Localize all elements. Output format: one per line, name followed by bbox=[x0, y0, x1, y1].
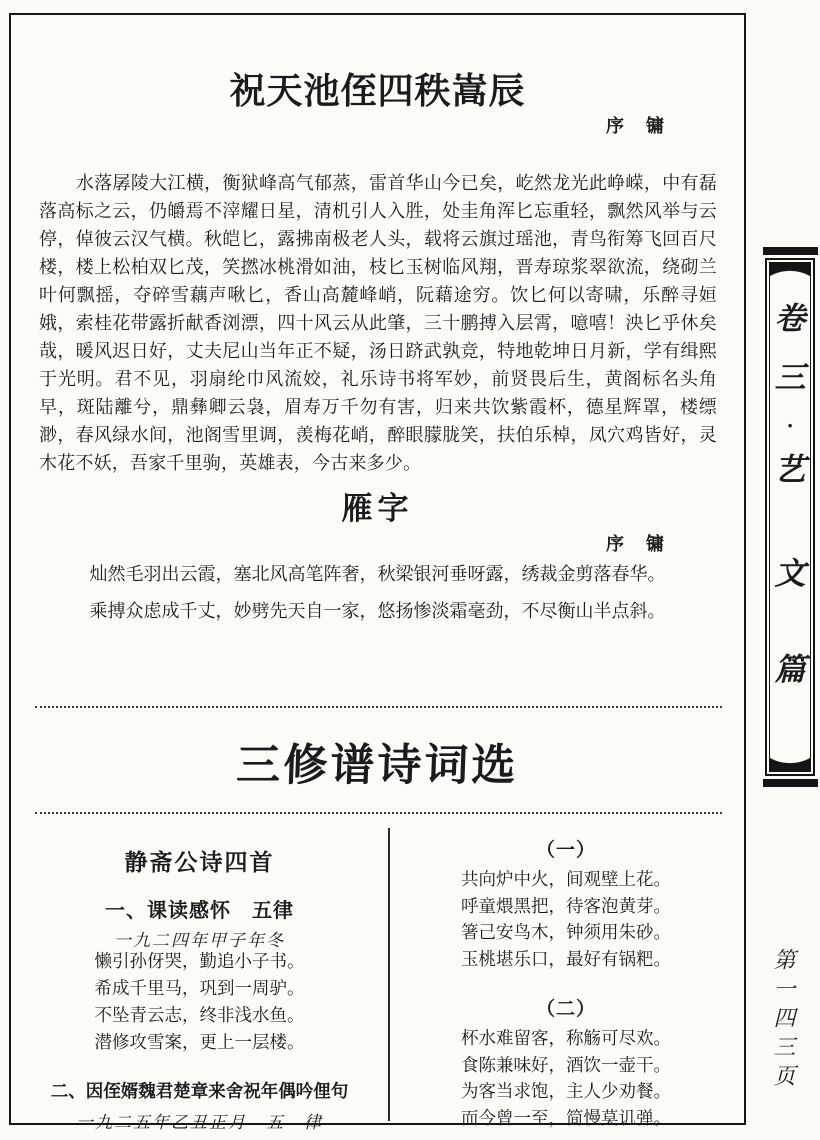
page-frame bbox=[9, 13, 746, 1132]
poem2-date: 一九二五年乙丑正月 五 律 bbox=[76, 1113, 323, 1132]
ornament-top-icon bbox=[770, 263, 810, 287]
poem-line: 共向炉中火，间观壁上花。 bbox=[461, 869, 671, 889]
poem-line: 不坠青云志，终非浅水鱼。 bbox=[94, 1005, 305, 1025]
poem-line: 希成千里马，巩到一周驴。 bbox=[94, 978, 305, 998]
poem-line: 呼童煨黑把，待客泡黄芽。 bbox=[461, 895, 671, 916]
poem1-date: 一九二四年甲子年冬 bbox=[114, 931, 285, 950]
poem-line: 玉桃堪乐口，最好有锅粑。 bbox=[461, 948, 671, 969]
article2-verse bbox=[11, 556, 744, 630]
section-title: 三修谱诗词选 bbox=[235, 741, 520, 790]
part1-label: （一） bbox=[535, 840, 596, 861]
poem-line: 杯水难留客，称觞可尽欢。 bbox=[461, 1028, 671, 1048]
sidebar-banner-border bbox=[769, 262, 811, 772]
sidebar-label-char: 文 bbox=[774, 556, 806, 591]
poem2-heading: 二、因侄婿魏君楚章来舍祝年偶吟俚句 bbox=[50, 1081, 349, 1101]
poem-line: 食陈兼味好，酒饮一壶干。 bbox=[461, 1054, 671, 1075]
sidebar-label-char: 艺 bbox=[774, 452, 806, 487]
group-title: 静斋公诗四首 bbox=[124, 849, 275, 875]
poem-line: 箸己安鸟木，钟须用朱砂。 bbox=[461, 922, 671, 942]
part1-stanza bbox=[390, 866, 742, 972]
poem1-stanza bbox=[11, 948, 388, 1056]
poem-line: 为客当求饱，主人少劝餐。 bbox=[461, 1081, 671, 1101]
poem-line: 懒引孙伢哭，勤追小子书。 bbox=[94, 951, 305, 971]
verse-line: 乘搏众虑成千丈，妙劈先天自一家，悠扬惨淡霜毫劲，不尽衡山半点斜。 bbox=[89, 601, 666, 621]
sidebar-label-char: 三 bbox=[774, 360, 806, 395]
article1-body: 水落孱陵大江横，衡狱峰高气郁蒸，雷首华山今已矣，屹然龙光此峥嵘，中有磊落高标之云，仍皭焉不滓耀日星，清机引人入胜，处圭角浑匕忘重轻，飘然风举与云停，倬彼云汉气横。秋皑匕，露拂南极老人头，载将云旗过瑶池，青鸟衔筹飞回百尺楼，楼上松柏双匕茂，笑撚冰桃滑如油，枝匕玉树临风翔，晋寿琼浆翠欲流，绕砌兰叶何飘摇，夺碎雪藕声啾匕，香山高麓峰峭，阮藉途穷。饮匕何以寄啸，乐醉寻姮娥，索桂花带露折献香浏漂，四十风云从此肇，三十鹏搏入层霄，噫嘻！泱匕乎休矣哉，暖风迟日好，丈夫尼山当年正不疑，汤日跻武孰竞，特地乾坤日月新，学有缉熙于光明。君不见，羽扇纶巾风流姣，礼乐诗书将军妙，前贤畏后生，黄阁标名头角早，斑陆離兮，鼎彝卿云袅，眉寿万千勿有害，归来共饮紫霞杯，德星辉罩，楼缥渺，春风绿水间，池阁雪里调，羡梅花峭，醉眼朦胧笑，扶伯乐棹，凤穴鸡皆好，灵木花不妖，吾家千里驹，英雄表，今古来多少。 bbox=[39, 173, 717, 473]
part2-label: （二） bbox=[535, 999, 596, 1020]
ornament-bottom-icon bbox=[770, 747, 810, 771]
poem-selection bbox=[11, 814, 744, 1132]
article2-title: 雁字 bbox=[341, 491, 414, 526]
sidebar-label-char: 篇 bbox=[774, 652, 806, 687]
article1-title: 祝天池侄四秩嵩辰 bbox=[229, 71, 526, 111]
poem-line: 潜修攻雪案，更上一层楼。 bbox=[94, 1032, 305, 1052]
poems-right-column bbox=[390, 814, 742, 1128]
sidebar-rule-top bbox=[763, 247, 818, 255]
page-number: 第一四三页 bbox=[771, 948, 796, 1093]
part2-stanza bbox=[390, 1025, 742, 1131]
sidebar-label-char: 卷 bbox=[774, 301, 806, 336]
sidebar-rule-bottom bbox=[763, 779, 818, 787]
verse-line: 灿然毛羽出云霞，塞北风高笔阵奢，秋梁银河垂呀露，绣裁金剪落春华。 bbox=[89, 564, 666, 584]
article2-author: 序 镛 bbox=[606, 534, 666, 554]
poem-line: 而今曾一至，简慢莫讥弹。 bbox=[461, 1107, 671, 1128]
poem1-heading: 一、课读感怀 五律 bbox=[105, 900, 294, 922]
sidebar-chapter-banner bbox=[765, 258, 815, 776]
article1-author: 序 镛 bbox=[606, 116, 666, 136]
poems-left-column bbox=[11, 814, 388, 1132]
sidebar-label-char: · bbox=[787, 413, 793, 438]
section-divider-top bbox=[35, 706, 722, 708]
